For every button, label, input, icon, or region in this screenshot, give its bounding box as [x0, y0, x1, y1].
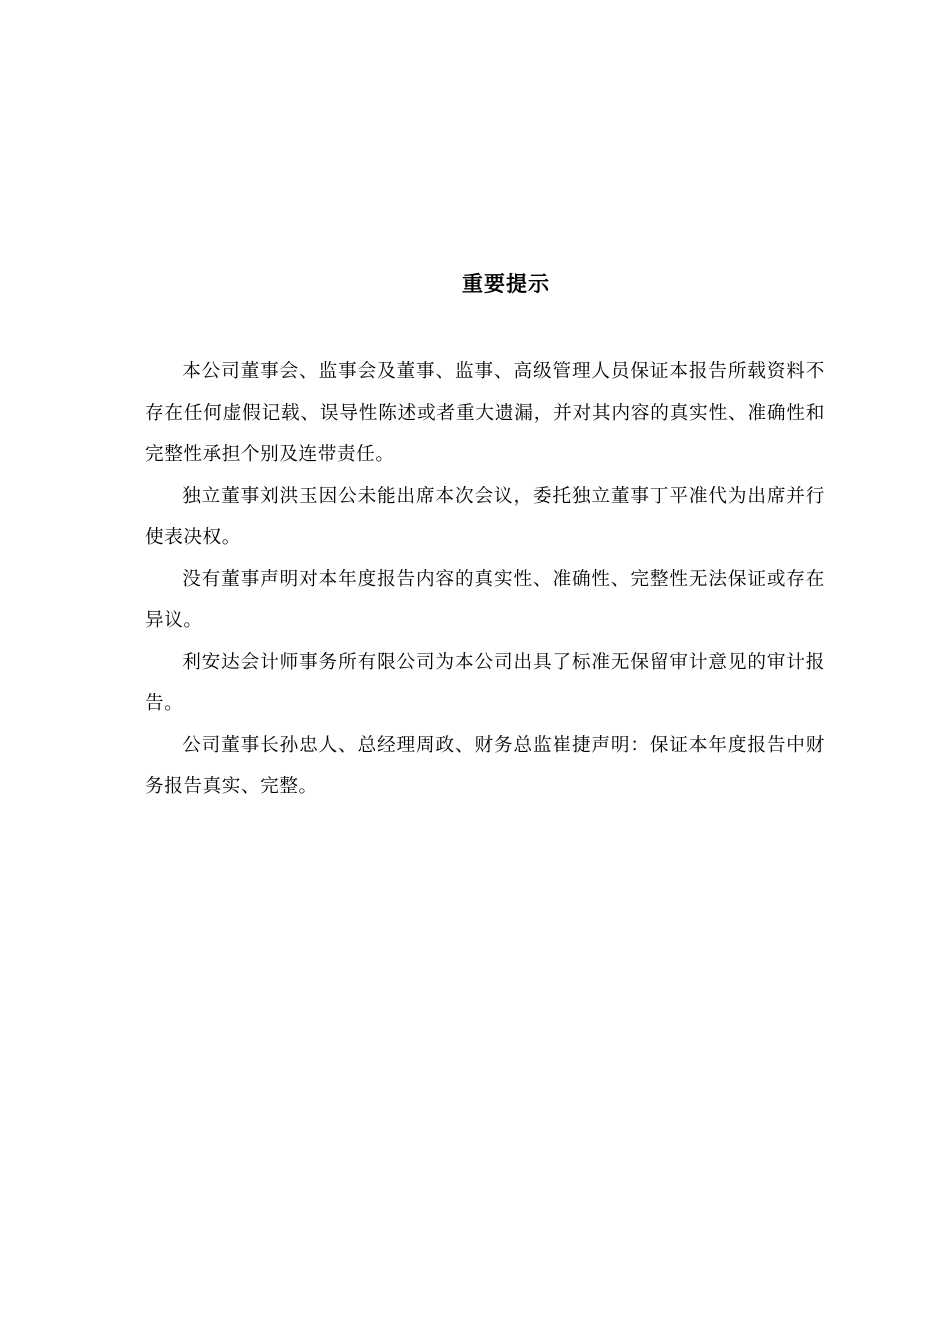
paragraph-no-objection: 没有董事声明对本年度报告内容的真实性、准确性、完整性无法保证或存在异议。 [145, 568, 825, 631]
paragraph-executive-declaration: 公司董事长孙忠人、总经理周政、财务总监崔捷声明：保证本年度报告中财务报告真实、完整。 [145, 734, 825, 797]
paragraph-audit-opinion: 利安达会计师事务所有限公司为本公司出具了标准无保留审计意见的审计报告。 [145, 651, 825, 714]
page-title: 重要提示 [462, 272, 550, 296]
paragraph-responsibility-statement: 本公司董事会、监事会及董事、监事、高级管理人员保证本报告所载资料不存在任何虚假记载、误导性陈述或者重大遗漏，并对其内容的真实性、准确性和完整性承担个别及连带责任。 [145, 361, 825, 465]
notice-body [145, 351, 825, 808]
paragraph-director-absence: 独立董事刘洪玉因公未能出席本次会议，委托独立董事丁平准代为出席并行使表决权。 [145, 485, 825, 548]
